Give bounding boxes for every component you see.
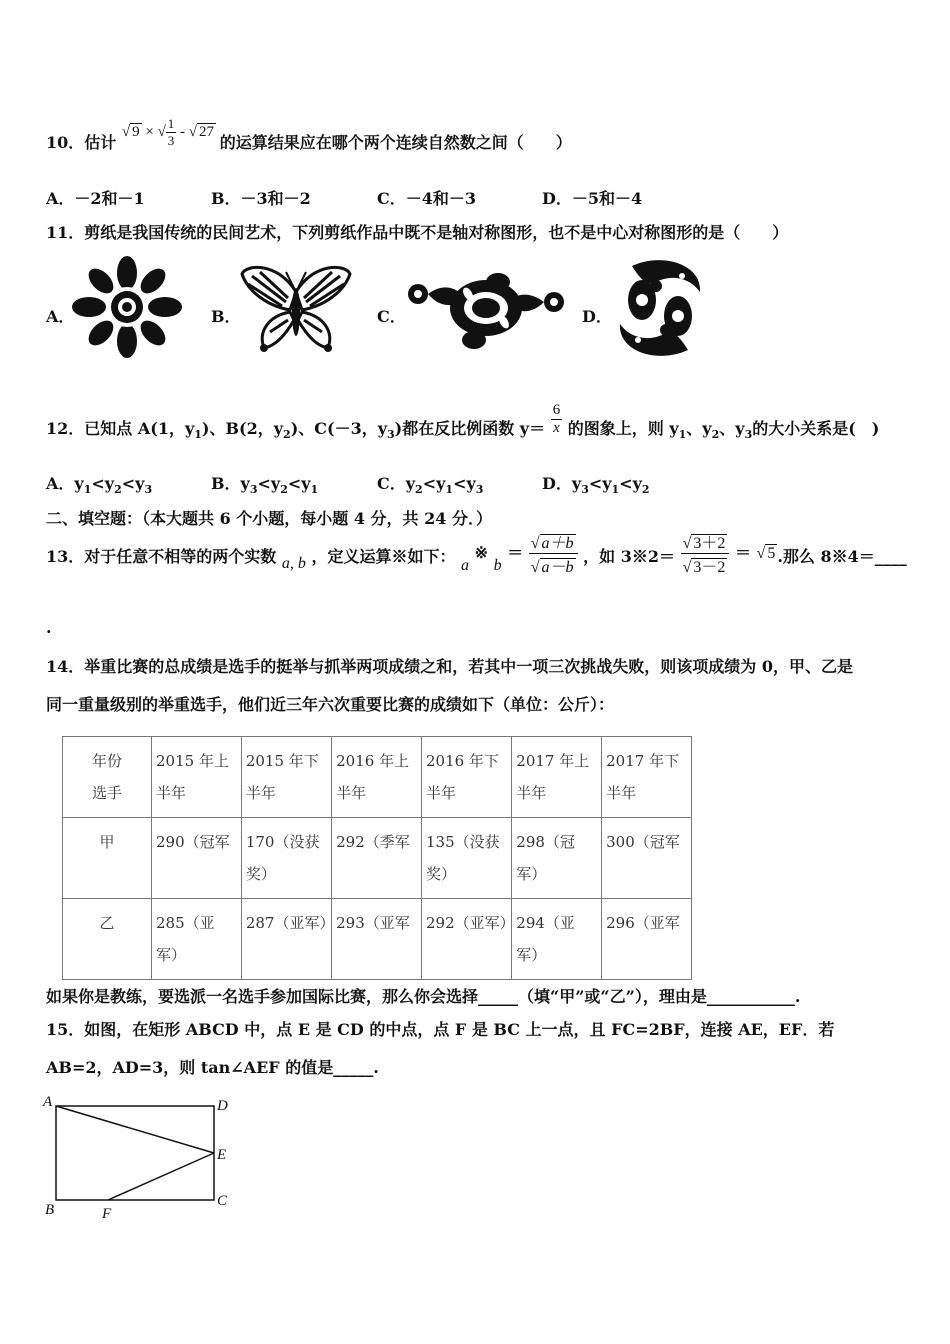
q12-sub-2: 2 — [283, 428, 291, 442]
q13-def-num-wrap: √ a＋b — [529, 530, 578, 554]
q12-d-op1: <y — [588, 474, 612, 493]
table-cell: 292（季军 — [332, 818, 422, 899]
papercut-flower-icon — [72, 255, 182, 359]
table-header-cell: 2015 年下半年 — [241, 737, 331, 818]
table-cell: 287（亚军） — [241, 899, 331, 980]
table-header-cell: 2017 年下半年 — [602, 737, 692, 818]
q12-a-label: A．y — [46, 474, 84, 493]
q13-stem — [46, 530, 907, 577]
q13-ex-num: 3＋2 — [693, 535, 726, 552]
table-cell: 293（亚军 — [332, 899, 422, 980]
q13-def-num: a＋b — [541, 535, 574, 552]
papercut-floral-icon — [404, 268, 568, 356]
q12-sub-3: 3 — [387, 428, 395, 442]
table-cell: 285（亚军） — [152, 899, 242, 980]
q13-definition-fraction — [529, 530, 578, 577]
q10-expression: √ 9 × √ $\frac{1}{3}$ - √ 27 — [121, 116, 215, 148]
q12-text-f: 、y — [686, 419, 712, 438]
q12-text-h: 的大小关系是( ) — [752, 419, 880, 438]
q12-a-s1: 1 — [83, 483, 92, 497]
table-cell: 294（亚军） — [512, 899, 602, 980]
q15-line1: 15．如图，在矩形 ABCD 中，点 E 是 CD 的中点，点 F 是 BC 上一点，且 FC=2BF，连接 AE，EF．若 — [46, 1020, 835, 1039]
q13-root5-wrap: √ 5 — [756, 545, 776, 562]
q10-text: 的运算结果应在哪个两个连续自然数之间（ ） — [219, 132, 572, 152]
score-table — [62, 736, 692, 980]
q12-text-right — [567, 419, 880, 442]
segment-ef — [108, 1153, 214, 1200]
q13-def-den-wrap: √ a－b — [530, 559, 574, 576]
q12-sub-1b: 1 — [678, 428, 687, 442]
q12-sub-2b: 2 — [711, 428, 720, 442]
q12-b-op1: <y — [257, 474, 281, 493]
q13-lhs-a: a — [461, 557, 470, 574]
q12-fraction — [551, 402, 563, 437]
corner-player: 选手 — [91, 784, 122, 802]
q12-d-op2: <y — [619, 474, 642, 493]
table-player-cell: 乙 — [63, 899, 152, 980]
q10-number: 10．估计 — [46, 132, 117, 152]
q13-root5: 5 — [767, 545, 776, 562]
q12-d-s2: 1 — [611, 483, 620, 497]
q10-option-a: A．－2和－1 — [46, 189, 145, 208]
table-corner-cell — [63, 737, 152, 818]
q12-c-s2: 1 — [445, 483, 454, 497]
rectangle-abcd — [56, 1106, 214, 1200]
q12-text-g: 、y — [719, 419, 745, 438]
table-cell: 300（冠军 — [602, 818, 692, 899]
q13-text-a: 13．对于任意不相等的两个实数 — [46, 547, 277, 566]
q12-sub-3b: 3 — [744, 428, 753, 442]
q12-option-a — [46, 471, 152, 496]
q12-sub-1: 1 — [194, 428, 202, 442]
corner-year: 年份 — [91, 752, 122, 770]
q11-option-b: B． — [211, 307, 241, 326]
table-cell: 298（冠军） — [512, 818, 602, 899]
q10-frac-num: 1 — [167, 116, 175, 131]
section-heading-fill-blank: 二、填空题：（本大题共 6 个小题，每小题 4 分，共 24 分．） — [46, 509, 492, 528]
q12-c-s3: 3 — [475, 483, 484, 497]
table-header-cell: 2016 年上半年 — [332, 737, 422, 818]
q10-times: × — [145, 123, 154, 140]
q10-option-d: D．－5和－4 — [542, 189, 643, 208]
q12-text-b: )、B(2，y — [201, 419, 284, 438]
q12-b-label: B．y — [211, 474, 250, 493]
papercut-butterfly-icon — [238, 262, 354, 358]
table-player-cell: 甲 — [63, 818, 152, 899]
label-d: D — [217, 1098, 228, 1114]
q14-line1: 14．举重比赛的总成绩是选手的挺举与抓举两项成绩之和，若其中一项三次挑战失败，则该项成绩为 0，甲、乙是 — [46, 657, 853, 676]
q12-a-s2: 2 — [114, 483, 122, 497]
table-header-cell: 2015 年上半年 — [152, 737, 242, 818]
q13-example-fraction — [681, 530, 730, 577]
table-row — [63, 818, 692, 899]
table-cell: 292（亚军） — [421, 899, 511, 980]
q13-text-d: .那么 8※4＝____ — [777, 547, 907, 566]
q15-line2: AB=2，AD=3，则 tan∠AEF 的值是_____. — [46, 1058, 379, 1077]
q12-option-b — [211, 471, 318, 496]
label-a: A — [43, 1094, 53, 1110]
q12-b-s3: 1 — [310, 483, 319, 497]
label-f: F — [102, 1206, 112, 1222]
q13-ex-num-wrap: √ 3＋2 — [681, 530, 730, 554]
q14-line2: 同一重量级别的举重选手，他们近三年六次重要比赛的成绩如下（单位：公斤）： — [46, 695, 615, 714]
q13-vars: a, b — [281, 555, 306, 572]
q12-text-e: 的图象上，则 y — [567, 419, 679, 438]
papercut-swirl-icon — [612, 256, 708, 360]
q12-a-op2: <y — [121, 474, 145, 493]
label-b: B — [45, 1202, 55, 1218]
q10-stem — [46, 116, 572, 161]
q12-d-label: D．y — [542, 474, 582, 493]
q12-a-op1: <y — [91, 474, 115, 493]
q10-minus: - — [180, 123, 186, 140]
table-row — [63, 899, 692, 980]
q11-option-a: A． — [46, 307, 75, 326]
q13-text-b: ，定义运算※如下： — [311, 547, 456, 566]
q12-c-s1: 2 — [415, 483, 423, 497]
q13-eq: ＝ — [507, 543, 524, 562]
q13-op: ※ — [474, 543, 489, 562]
q10-root9: 9 — [132, 123, 140, 140]
q13-eq2: ＝ — [734, 543, 751, 562]
q12-option-d — [542, 471, 650, 496]
q12-frac-num: 6 — [552, 402, 561, 418]
q12-d-s1: 3 — [581, 483, 589, 497]
segment-ae — [56, 1106, 214, 1153]
table-header-row — [63, 737, 692, 818]
q12-option-c — [377, 471, 483, 496]
q13-lhs-b: b — [493, 557, 502, 574]
q12-frac-den: x — [553, 420, 560, 436]
q11-stem: 11．剪纸是我国传统的民间艺术，下列剪纸作品中既不是轴对称图形，也不是中心对称图形的是（ ） — [46, 223, 789, 242]
label-e: E — [217, 1147, 227, 1163]
table-cell: 290（冠军 — [152, 818, 242, 899]
q12-b-op2: <y — [287, 474, 311, 493]
q11-option-d: D． — [582, 307, 612, 326]
table-cell: 135（没获奖） — [421, 818, 511, 899]
q10-fraction — [166, 116, 177, 149]
q10-option-b: B．－3和－2 — [211, 189, 311, 208]
q12-text-a: 12．已知点 A(1，y — [46, 419, 195, 438]
q12-text-d: )都在反比例函数 y＝ — [394, 419, 546, 438]
q12-d-s3: 2 — [641, 483, 650, 497]
q12-text-c: )、C(－3，y — [290, 419, 387, 438]
q13-text-c: ，如 3※2＝ — [583, 547, 675, 566]
q13-def-den: a－b — [541, 559, 574, 576]
rectangle-geometry-figure — [40, 1090, 240, 1226]
q13-trailing-dot: . — [46, 618, 52, 637]
q12-c-op2: <y — [453, 474, 476, 493]
q13-ex-den-wrap: √ 3－2 — [682, 559, 726, 576]
q10-frac-den: 3 — [167, 133, 175, 148]
label-c: C — [217, 1193, 228, 1209]
q12-b-s2: 2 — [280, 483, 288, 497]
q12-c-label: C．y — [377, 474, 416, 493]
q12-c-op1: <y — [422, 474, 446, 493]
q10-root27: 27 — [199, 123, 215, 140]
q12-text-left — [46, 419, 551, 442]
table-header-cell: 2017 年上半年 — [512, 737, 602, 818]
q12-b-s1: 3 — [249, 483, 258, 497]
q12-stem — [46, 402, 880, 442]
q12-a-s3: 3 — [144, 483, 153, 497]
q10-option-c: C．－4和－3 — [377, 189, 477, 208]
table-cell: 170（没获奖） — [241, 818, 331, 899]
table-header-cell: 2016 年下半年 — [421, 737, 511, 818]
q13-ex-den: 3－2 — [693, 559, 726, 576]
q14-question: 如果你是教练，要选派一名选手参加国际比赛，那么你会选择_____（填“甲”或“乙”），理由是___________. — [46, 987, 801, 1006]
q11-option-c: C． — [377, 307, 406, 326]
table-cell: 296（亚军 — [602, 899, 692, 980]
